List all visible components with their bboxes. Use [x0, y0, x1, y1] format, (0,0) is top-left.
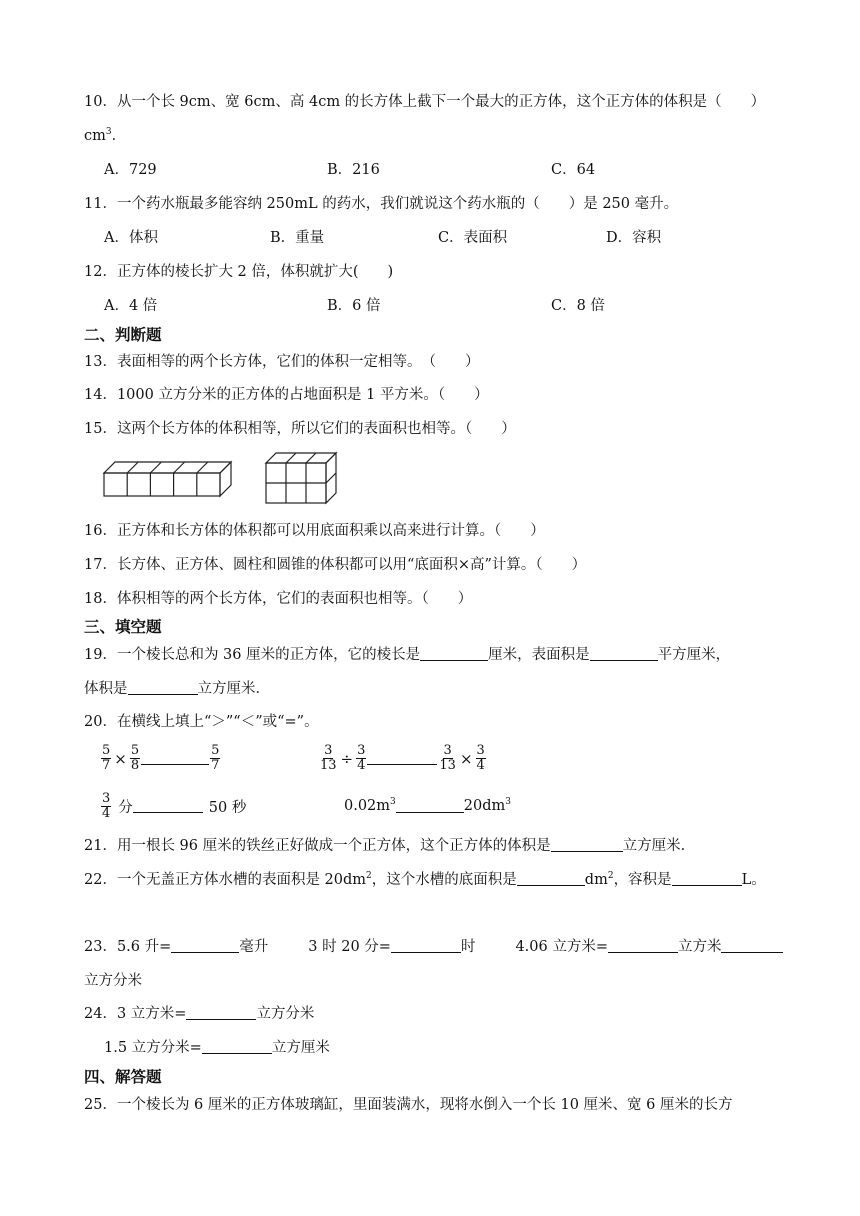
- denominator: 8: [130, 758, 140, 773]
- q20-blank-3[interactable]: [133, 800, 203, 813]
- q19-text-a: 19．一个棱长总和为 36 厘米的正方体，它的棱长是: [84, 647, 421, 663]
- q11-option-d: D．容积: [606, 230, 662, 246]
- q19-blank-volume[interactable]: [128, 679, 198, 695]
- q23-line: [84, 937, 783, 957]
- q12-option-b: B．6 倍: [327, 298, 381, 314]
- fraction: [130, 744, 140, 773]
- q20-blank-4[interactable]: [396, 800, 464, 813]
- q20-compare-3: [100, 792, 246, 821]
- numerator: 3: [476, 743, 485, 758]
- q10-option-b: B．216: [327, 162, 380, 178]
- q23-text-d: 时: [460, 939, 476, 955]
- q18-text: 18．体积相等的两个长方体，它们的表面积也相等。（ ）: [84, 591, 473, 607]
- q20-compare-1: [100, 744, 221, 773]
- q10-unit-end: ．: [111, 128, 127, 144]
- q12-text: 12．正方体的棱长扩大 2 倍，体积就扩大( ): [84, 264, 394, 280]
- left-value: [344, 798, 396, 814]
- q12-option-a: A．4 倍: [104, 298, 158, 314]
- operator: ×: [459, 749, 473, 768]
- q24-blank-1[interactable]: [186, 1004, 256, 1020]
- q20-blank-2[interactable]: [367, 752, 437, 765]
- q11-option-a: A．体积: [104, 230, 158, 246]
- q23-text-f: 立方米: [677, 939, 722, 955]
- q22-sup-2: 2: [607, 871, 614, 882]
- q23-text-b: 毫升: [239, 939, 269, 955]
- denominator: 7: [211, 758, 220, 773]
- cuboids-figure: [100, 450, 345, 506]
- left-value-text: 0.02m: [344, 798, 391, 814]
- fraction: [210, 744, 220, 773]
- denominator: 13: [439, 758, 456, 773]
- q24-line2: [104, 1038, 330, 1058]
- numerator: 3: [443, 743, 452, 758]
- fraction: [438, 744, 457, 773]
- q20-text: 20．在横线上填上“＞”“＜”或“=”。: [84, 714, 319, 730]
- numerator: 3: [357, 743, 366, 758]
- q25-text: 25．一个棱长为 6 厘米的正方体玻璃缸，里面装满水，现将水倒入一个长 10 厘米、宽 6 厘米的长方: [84, 1097, 733, 1113]
- fraction: [101, 744, 111, 773]
- operator: ×: [114, 749, 127, 768]
- q20-compare-2: [318, 744, 487, 773]
- q19-text-d: 体积是: [84, 681, 128, 697]
- q21-text-b: 立方厘米．: [622, 838, 696, 854]
- numerator: 5: [211, 743, 220, 758]
- q23-text-e: 4.06 立方米=: [515, 939, 608, 955]
- q11-option-c: C．表面积: [438, 230, 508, 246]
- q24-blank-2[interactable]: [202, 1038, 272, 1054]
- left-value-sup: 3: [390, 797, 396, 808]
- q17-text: 17．长方体、正方体、圆柱和圆锥的体积都可以用“底面积×高”计算。（ ）: [84, 557, 587, 573]
- q21-line: [84, 836, 695, 856]
- q16-text: 16．正方体和长方体的体积都可以用底面积乘以高来进行计算。（ ）: [84, 523, 545, 539]
- denominator: 4: [357, 758, 366, 773]
- q10-option-c: C．64: [551, 162, 596, 178]
- right-value-sup: 3: [505, 797, 511, 808]
- q23-blank-1[interactable]: [171, 937, 239, 953]
- q10-text: 10．从一个长 9cm、宽 6cm、高 4cm 的长方体上截下一个最大的正方体，这个正方体的体积是（ ）: [84, 94, 766, 110]
- q10-unit-sup: 3: [105, 127, 112, 138]
- q22-text-d: ，容积是: [613, 872, 672, 888]
- section-heading-solve: 四、解答题: [84, 1068, 162, 1086]
- fraction: [319, 744, 338, 773]
- q10-unit: [84, 126, 126, 146]
- q22-blank-area[interactable]: [517, 870, 585, 886]
- q19-blank-edge[interactable]: [420, 645, 488, 661]
- q20-blank-1[interactable]: [141, 752, 209, 765]
- q12-option-c: C．8 倍: [551, 298, 605, 314]
- q22-line: [84, 870, 766, 890]
- right-value: 50 秒: [208, 800, 247, 816]
- q19-text-c: 平方厘米，: [657, 647, 731, 663]
- stacked-cuboid: [266, 453, 336, 503]
- q24-line: [84, 1004, 314, 1024]
- numerator: 3: [324, 743, 333, 758]
- q19-line2: [84, 679, 270, 699]
- right-value: [464, 798, 511, 814]
- unit-label: 分: [118, 800, 133, 816]
- q19-text-e: 立方厘米．: [197, 681, 270, 697]
- q21-text-a: 21．用一根长 96 厘米的铁丝正好做成一个正方体，这个正方体的体积是: [84, 838, 551, 854]
- q22-text-a: 22．一个无盖正方体水槽的表面积是 20dm: [84, 872, 367, 888]
- q23-text-c: 3 时 20 分=: [308, 939, 391, 955]
- q23-blank-3[interactable]: [608, 937, 678, 953]
- q24-text-c: 1.5 立方分米=: [104, 1040, 202, 1056]
- section-heading-judge: 二、判断题: [84, 326, 162, 344]
- fraction: [476, 744, 486, 773]
- q22-text-c: dm: [584, 872, 608, 888]
- denominator: 7: [102, 758, 111, 773]
- q24-text-b: 立方分米: [256, 1006, 315, 1022]
- numerator: 5: [130, 743, 140, 758]
- q21-blank[interactable]: [551, 836, 623, 852]
- fraction: [356, 744, 366, 773]
- q15-text: 15．这两个长方体的体积相等，所以它们的表面积也相等。（ ）: [84, 421, 516, 437]
- q19-blank-surface[interactable]: [590, 645, 658, 661]
- section-heading-fill: 三、填空题: [84, 618, 162, 636]
- q23-blank-2[interactable]: [391, 937, 461, 953]
- q10-option-a: A．729: [104, 162, 157, 178]
- fraction: [101, 792, 111, 821]
- denominator: 4: [476, 758, 485, 773]
- q23-blank-4[interactable]: [721, 937, 783, 953]
- q22-blank-capacity[interactable]: [672, 870, 742, 886]
- operator: ÷: [340, 749, 354, 768]
- q22-sup-1: 2: [366, 871, 372, 882]
- right-value-text: 20dm: [463, 798, 506, 814]
- q19-line1: [84, 645, 730, 665]
- q22-text-b: ，这个水槽的底面积是: [371, 872, 517, 888]
- q22-text-e: L。: [741, 872, 766, 888]
- q23-line2: 立方分米: [84, 973, 142, 989]
- q10-unit-text: cm: [84, 128, 106, 144]
- q24-text-a: 24．3 立方米=: [84, 1006, 187, 1022]
- q20-compare-4: [344, 798, 511, 814]
- q23-text-a: 23．5.6 升=: [84, 939, 172, 955]
- long-cuboid: [104, 462, 231, 496]
- numerator: 3: [102, 791, 111, 806]
- q19-text-b: 厘米，表面积是: [488, 647, 590, 663]
- denominator: 4: [102, 806, 111, 821]
- q11-option-b: B．重量: [270, 230, 325, 246]
- q24-text-d: 立方厘米: [271, 1040, 330, 1056]
- numerator: 5: [102, 743, 111, 758]
- q13-text: 13．表面相等的两个长方体，它们的体积一定相等。 （ ）: [84, 354, 480, 370]
- q14-text: 14．1000 立方分米的正方体的占地面积是 1 平方米。（ ）: [84, 387, 489, 403]
- q11-text: 11．一个药水瓶最多能容纳 250mL 的药水，我们就说这个药水瓶的（ ）是 250 毫升。: [84, 196, 679, 212]
- denominator: 13: [320, 758, 337, 773]
